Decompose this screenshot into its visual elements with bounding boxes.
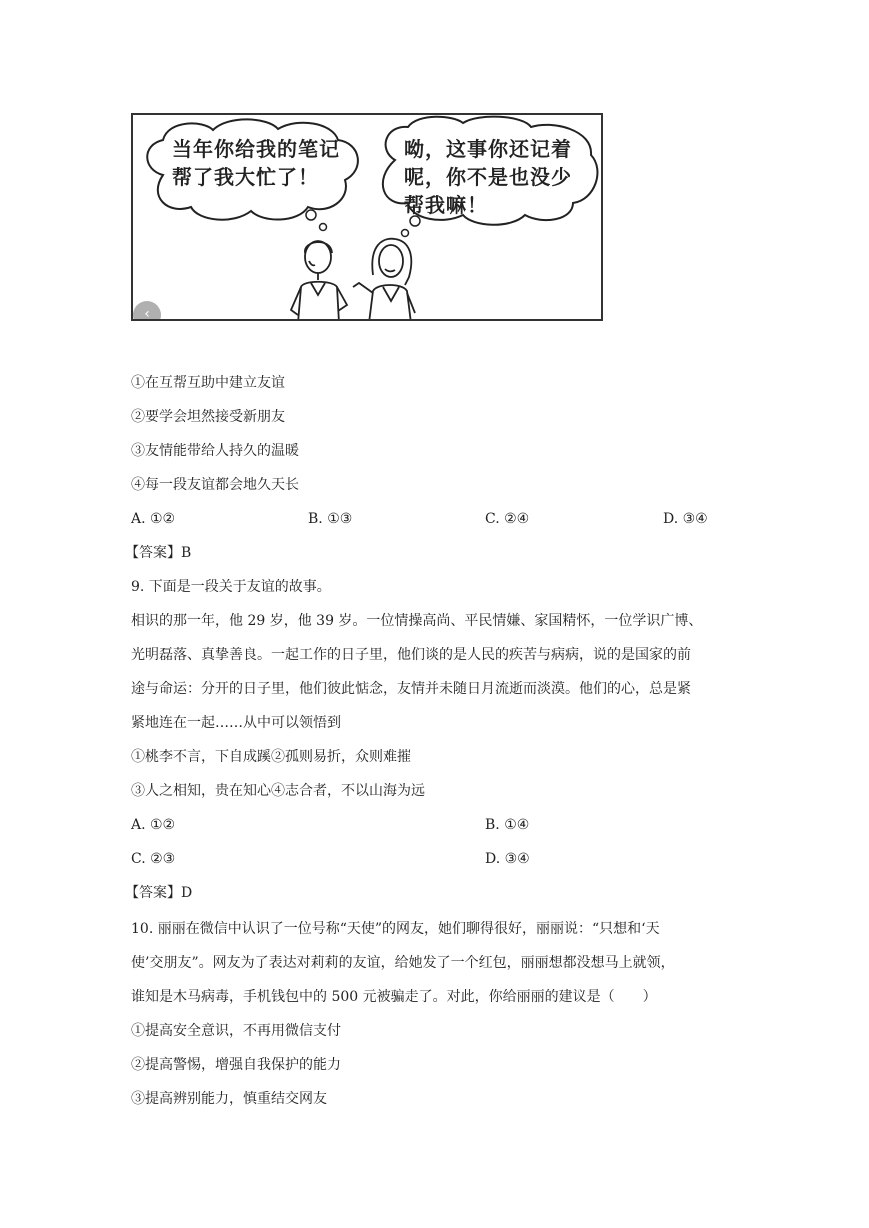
q8-option-d[interactable]: D. ③④: [663, 511, 708, 527]
q10-stem-line: 使’交朋友”。网友为了表达对莉莉的友谊，给她发了一个红包，丽丽想都没想马上就领，: [131, 955, 675, 971]
comic-illustration: [131, 113, 603, 321]
image-prev-button[interactable]: ‹: [133, 301, 161, 321]
q9-option-c[interactable]: C. ②③: [131, 851, 176, 867]
q10-statement: ③提高辨别能力，慎重结交网友: [131, 1091, 327, 1107]
q9-passage-line: 途与命运：分开的日子里，他们彼此惦念，友情并未随日月流逝而淡漠。他们的心，总是紧: [131, 681, 691, 697]
q9-option-b[interactable]: B. ①④: [485, 817, 530, 833]
left-bubble-line: 当年你给我的笔记: [172, 137, 340, 161]
q9-statement: ①桃李不言，下自成蹊②孤则易折，众则难摧: [131, 749, 411, 765]
q9-stem: 9. 下面是一段关于友谊的故事。: [131, 579, 331, 595]
right-bubble-line: 呦，这事你还记着: [404, 137, 572, 161]
q10-stem-line: 10. 丽丽在微信中认识了一位号称“天使”的网友，她们聊得很好，丽丽说：“只想和‘天: [131, 921, 660, 937]
left-speech-bubble: [172, 135, 362, 191]
q8-statement: ①在互帮互助中建立友谊: [131, 375, 285, 391]
q8-statement: ③友情能带给人持久的温暖: [131, 443, 299, 459]
right-bubble-line: 帮我嘛！: [404, 193, 488, 217]
q10-stem-line: 谁知是木马病毒，手机钱包中的 500 元被骗走了。对此，你给丽丽的建议是（ ）: [131, 989, 657, 1005]
q9-option-a[interactable]: A. ①②: [131, 817, 176, 833]
q9-passage-line: 光明磊落、真挚善良。一起工作的日子里，他们谈的是人民的疾苦与病病，说的是国家的前: [131, 647, 691, 663]
q8-statement: ④每一段友谊都会地久天长: [131, 477, 299, 493]
q8-option-c[interactable]: C. ②④: [485, 511, 530, 527]
q10-statement: ①提高安全意识，不再用微信支付: [131, 1023, 341, 1039]
left-bubble-line: 帮了我大忙了！: [172, 165, 319, 189]
right-speech-bubble: [404, 135, 599, 219]
q9-passage-line: 相识的那一年，他 29 岁，他 39 岁。一位情操高尚、平民情嫌、家国精怀，一位学识广博、: [131, 613, 703, 629]
q8-statement: ②要学会坦然接受新朋友: [131, 409, 285, 425]
q8-option-b[interactable]: B. ①③: [308, 511, 353, 527]
q9-answer: 【答案】D: [125, 885, 193, 901]
q8-answer: 【答案】B: [125, 545, 192, 561]
q9-passage-line: 紧地连在一起……从中可以领悟到: [131, 715, 341, 731]
q8-option-a[interactable]: A. ①②: [131, 511, 176, 527]
right-bubble-line: 呢，你不是也没少: [404, 165, 572, 189]
q9-statement: ③人之相知，贵在知心④志合者，不以山海为远: [131, 783, 425, 799]
q9-option-d[interactable]: D. ③④: [485, 851, 530, 867]
q10-statement: ②提高警惕，增强自我保护的能力: [131, 1057, 341, 1073]
